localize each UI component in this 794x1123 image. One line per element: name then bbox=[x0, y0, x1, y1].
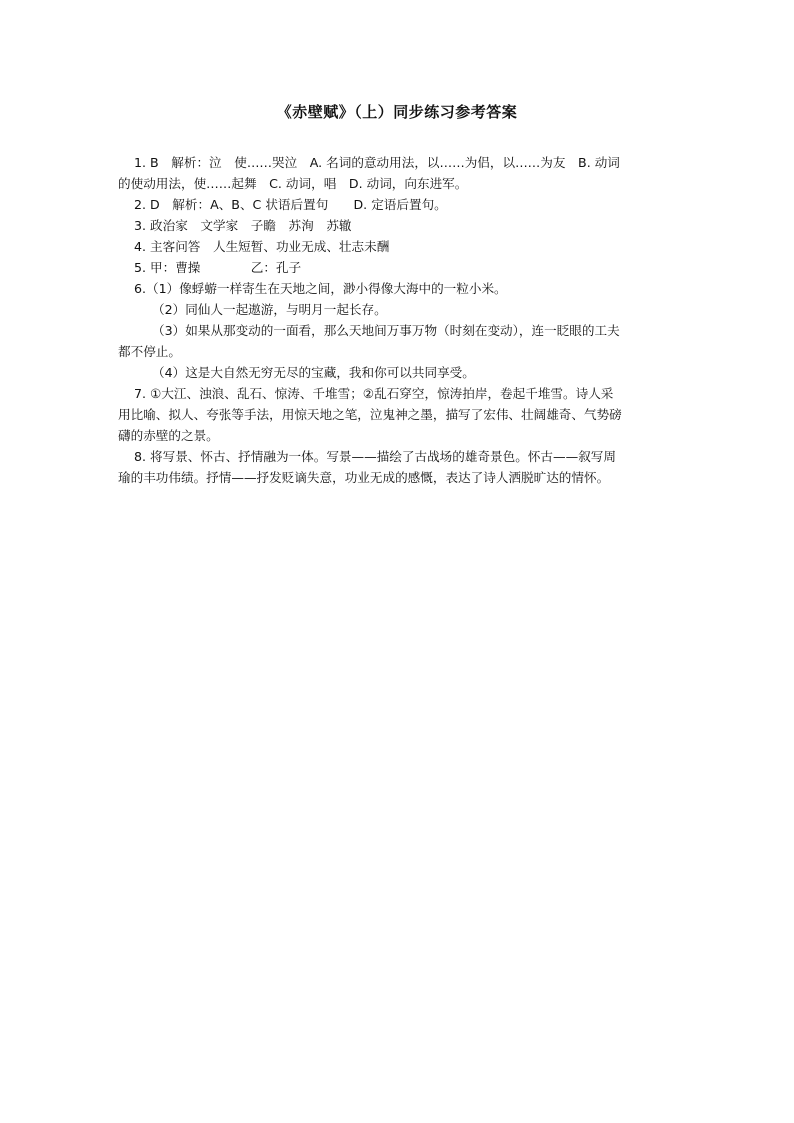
answer-4: 4. 主客问答 人生短暂、功业无成、壮志未酬 bbox=[134, 239, 390, 254]
answer-7-line-1: 7. ①大江、浊浪、乱石、惊涛、千堆雪；②乱石穿空，惊涛拍岸，卷起千堆雪。诗人采 bbox=[134, 386, 614, 401]
answer-list bbox=[118, 152, 678, 488]
answer-1-line-1: 1. B 解析：泣 使……哭泣 A. 名词的意动用法，以……为侣，以……为友 B. 动词 bbox=[134, 155, 620, 170]
answer-6-part-4: （4）这是大自然无穷无尽的宝藏，我和你可以共同享受。 bbox=[152, 365, 475, 380]
answer-3: 3. 政治家 文学家 子瞻 苏洵 苏辙 bbox=[134, 218, 352, 233]
answer-5: 5. 甲：曹操 乙：孔子 bbox=[134, 260, 302, 275]
answer-6-part-2: （2）同仙人一起遨游，与明月一起长存。 bbox=[152, 302, 387, 317]
answer-8-line-2: 瑜的丰功伟绩。抒情——抒发贬谪失意，功业无成的感慨，表达了诗人洒脱旷达的情怀。 bbox=[118, 470, 610, 485]
page-title: 《赤壁赋》（上）同步练习参考答案 bbox=[276, 103, 518, 121]
answer-6-part-3-line-2: 都不停止。 bbox=[118, 344, 181, 359]
answer-2: 2. D 解析：A、B、C 状语后置句 D. 定语后置句。 bbox=[134, 197, 447, 212]
answer-7-line-2: 用比喻、拟人、夸张等手法，用惊天地之笔，泣鬼神之墨，描写了宏伟、壮阔雄奇、气势磅 bbox=[118, 407, 622, 422]
answer-1-line-2: 的使动用法，使……起舞 C. 动词，唱 D. 动词，向东进军。 bbox=[118, 176, 468, 191]
answer-6-part-3-line-1: （3）如果从那变动的一面看，那么天地间万事万物（时刻在变动），连一眨眼的工夫 bbox=[152, 323, 620, 338]
answer-8-line-1: 8. 将写景、怀古、抒情融为一体。写景——描绘了古战场的雄奇景色。怀古——叙写周 bbox=[134, 449, 616, 464]
answer-6-part-1: 6.（1）像蜉蝣一样寄生在天地之间，渺小得像大海中的一粒小米。 bbox=[134, 281, 507, 296]
answer-7-line-3: 礴的赤壁的之景。 bbox=[118, 428, 219, 443]
